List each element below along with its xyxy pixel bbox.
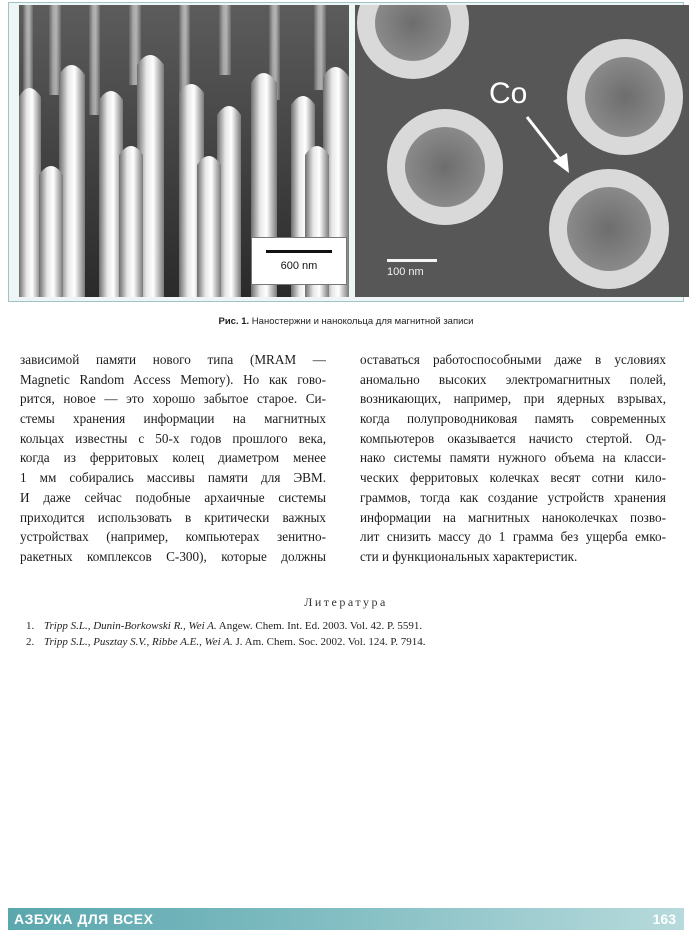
text-line: сти и функциональных характеристик.: [360, 548, 578, 564]
text-line: лит снизить массу до 1 грамма без ущерба емко-: [360, 529, 666, 545]
ring-bottom-right: [549, 169, 669, 289]
figure-caption: [0, 316, 692, 327]
text-line: стемы хранения информации на магнитных: [20, 411, 326, 427]
literature-heading: Литература: [304, 595, 388, 609]
reference-source: J. Am. Chem. Soc. 2002. Vol. 124. P. 7914.: [232, 636, 426, 648]
scale-bar-600nm: [251, 237, 347, 285]
reference-source: Angew. Chem. Int. Ed. 2003. Vol. 42. P. 5591.: [216, 620, 423, 632]
text-line: И даже сейчас подобные архаичные системы: [20, 489, 326, 505]
text-line: когда полупроводниковая память современных: [360, 411, 666, 427]
text-line: информации на магнитных наноколечках позво-: [360, 509, 666, 525]
reference-number: 2.: [26, 636, 35, 648]
text-line: аномально высоких электромагнитных полей,: [360, 371, 666, 387]
scale-bar-label: 600 nm: [280, 260, 318, 272]
reference-authors: Tripp S.L., Dunin-Borkowski R., Wei A.: [44, 620, 217, 632]
cobalt-label: Co: [489, 77, 528, 110]
text-line: приходится использовать в критически важных: [20, 509, 326, 525]
reference-list: [26, 618, 666, 650]
text-line: оставаться работоспособными даже в условиях: [360, 352, 666, 367]
page-number: 163: [652, 911, 676, 927]
ring-top-right: [567, 39, 683, 155]
text-line: нако системы памяти нужного объема на класси-: [360, 450, 666, 466]
scale-bar-line: [387, 259, 437, 262]
text-line: рится, новое — это хорошо забытое старое. Си-: [20, 391, 326, 407]
text-column-right: [360, 350, 666, 567]
text-line: когда из ферритовых колец диаметром менее: [20, 450, 326, 466]
text-line: компьютеров оказывается начисто стертой. Од-: [360, 430, 666, 446]
text-line: устройствах (например, компьютерах зенитно-: [20, 529, 326, 545]
nanorings-image: [355, 5, 689, 297]
text-line: кольцах известны с 50-х годов прошлого века,: [20, 430, 326, 446]
text-line: возникающих, например, при ядерных взрывах,: [360, 391, 666, 407]
text-line: зависимой памяти нового типа (MRAM —: [20, 352, 326, 367]
reference-number: 1.: [26, 620, 35, 632]
caption-prefix: Рис. 1.: [218, 316, 250, 327]
ring-middle-left: [387, 109, 503, 225]
reference-item: [26, 618, 666, 634]
figure: [8, 2, 684, 302]
text-line: ракетных комплексов С-300), которые должны: [20, 548, 326, 564]
section-title: АЗБУКА ДЛЯ ВСЕХ: [14, 911, 154, 927]
caption-text: Наностержни и нанокольца для магнитной записи: [249, 316, 474, 327]
text-line: граммов, тогда как создание устройств хранения: [360, 489, 666, 505]
page-footer: [8, 908, 684, 930]
reference-item: [26, 634, 666, 650]
nanorods-image: [19, 5, 349, 297]
text-line: ческих ферритовых колечках весят сотни кило-: [360, 470, 666, 486]
nanorings-illustration: [355, 5, 689, 297]
reference-authors: Tripp S.L., Pusztay S.V., Ribbe A.E., Wei A.: [44, 636, 233, 648]
text-line: 1 мм собирались массивы памяти для ЭВМ.: [20, 470, 326, 486]
scale-bar-label: 100 nm: [387, 266, 424, 278]
text-column-left: [20, 350, 326, 567]
text-line: Magnetic Random Access Memory). Но как гово-: [20, 371, 326, 387]
scale-bar-line: [266, 250, 332, 253]
